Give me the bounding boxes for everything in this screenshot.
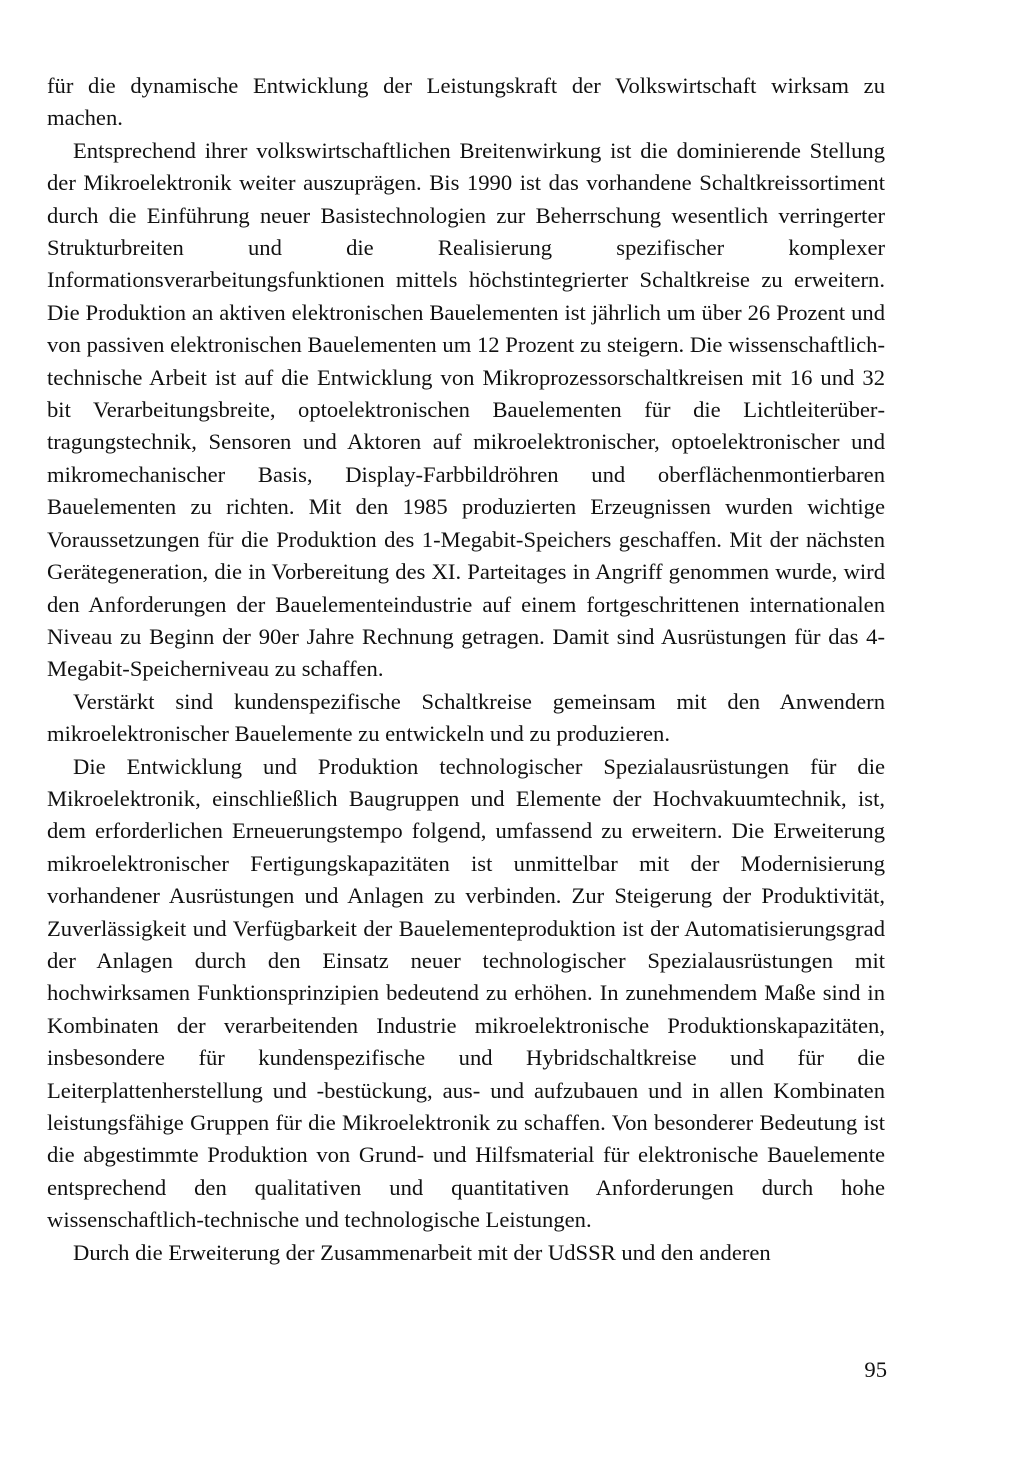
paragraph-1: für die dynamische Entwicklung der Leistungskraft der Volkswirtschaft wirksam zu machen. [47,73,885,131]
paragraph-4: Die Entwicklung und Produktion technologischer Spezialausrüstungen für die Mikroelektronik, einschließlich Baugruppen und Elemente der Hochvakuumtechnik, ist, dem erforderlichen Erneuerungstempo folgend, umfassend zu erweitern. Die Erweiterung mikroelektronischer Fertigungskapazitäten ist unmittelbar mit der Modernisierung vorhandener Ausrüstungen und Anlagen zu verbinden. Zur Steigerung der Produktivität, Zuverlässigkeit und Verfügbarkeit der Bauelementeproduktion ist der Automatisierungsgrad der Anlagen durch den Einsatz neuer technologischer Spezialausrüstungen mit hochwirksamen Funktionsprinzipien bedeutend zu erhöhen. In zunehmendem Maße sind in Kombinaten der verarbeitenden Industrie mikroelektronische Produktionskapazitäten, insbesondere für kundenspezifische und Hybridschaltkreise und für die Leiterplattenherstellung und -bestückung, aus- und aufzubauen und in allen Kombinaten leistungsfähige Gruppen für die Mikroelektronik zu schaffen. Von besonderer Bedeutung ist die abgestimmte Produktion von Grund- und Hilfsmaterial für elektronische Bauelemente entsprechend den qualitativen und quantitativen Anforderungen durch hohe wissenschaftlich-technische und technologische Leistungen. [47,753,885,1233]
paragraph-2: Entsprechend ihrer volkswirtschaftlichen Breitenwirkung ist die dominierende Stellung der Mikroelektronik weiter auszuprägen. Bis 1990 ist das vorhandene Schaltkreissortiment durch die Einführung neuer Basistechnologien zur Beherrschung wesentlich verringerter Strukturbreiten und die Realisierung spezifischer komplexer Informationsverarbeitungsfunktionen mittels höchstintegrierter Schaltkreise zu erweitern. Die Produktion an aktiven elektronischen Bauelementen ist jährlich um über 26 Prozent und von passiven elektronischen Bauelementen um 12 Prozent zu steigern. Die wissenschaftlich-technische Arbeit ist auf die Entwicklung von Mikroprozessorschaltkreisen mit 16 und 32 bit Verarbeitungsbreite, optoelektronischen Bauelementen für die Lichtleiterübertragungstechnik, Sensoren und Aktoren auf mikroelektronischer, optoelektronischer und mikromechanischer Basis, Display-Farbbildröhren und oberflächenmontierbaren Bauelementen zu richten. Mit den 1985 produzierten Erzeugnissen wurden wichtige Voraussetzungen für die Produktion des 1-Megabit-Speichers geschaffen. Mit der nächsten Gerätegeneration, die in Vorbereitung des XI. Parteitages in Angriff genommen wurde, wird den Anforderungen der Bauelementeindustrie auf einem fortgeschrittenen internationalen Niveau zu Beginn der 90er Jahre Rechnung getragen. Damit sind Ausrüstungen für das 4-Megabit-Speicherniveau zu schaffen. [47,137,885,682]
body-text [47,70,885,1269]
paragraph-5: Durch die Erweiterung der Zusammenarbeit mit der UdSSR und den anderen [73,1239,771,1265]
page-number: 95 [864,1357,887,1382]
paragraph-3: Verstärkt sind kundenspezifische Schaltkreise gemeinsam mit den Anwendern mikroelektronischer Bauelemente zu entwickeln und zu produzieren. [47,688,885,747]
